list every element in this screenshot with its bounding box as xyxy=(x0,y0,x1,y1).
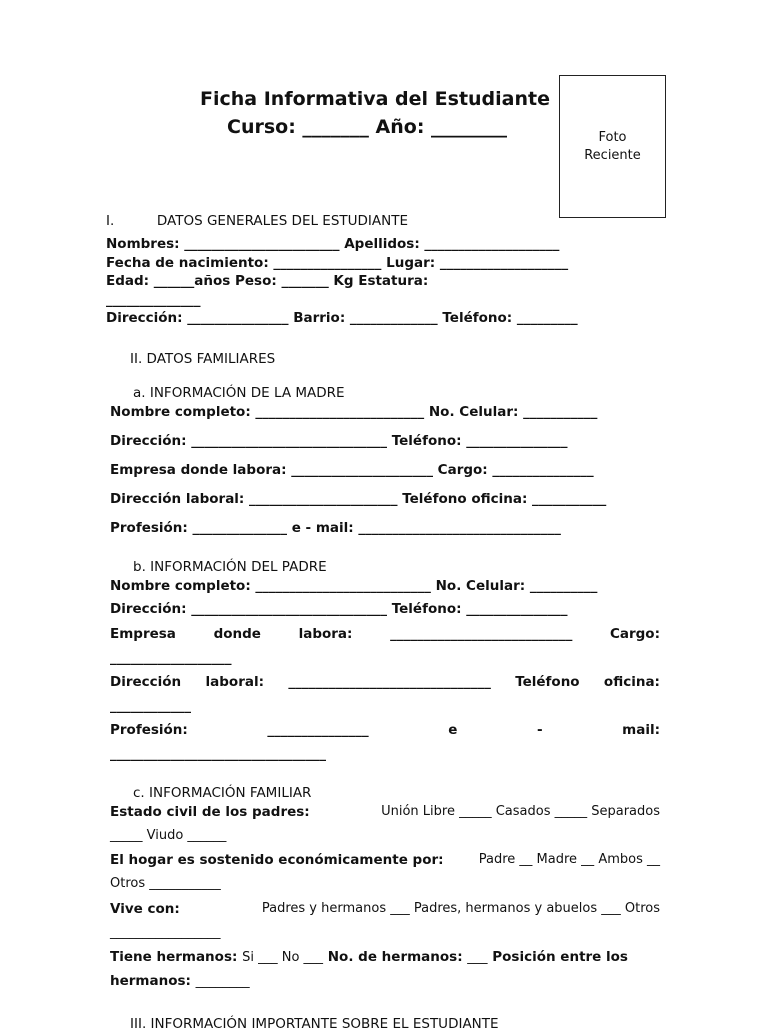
siblings-line xyxy=(110,949,628,965)
section1-title: DATOS GENERALES DEL ESTUDIANTE xyxy=(156,213,409,229)
mother-name-line: Nombre completo: _________________________ No. Celular: ___________ xyxy=(110,404,598,420)
family-heading: c. INFORMACIÓN FAMILIAR xyxy=(133,785,312,801)
work-address-blank: ______________________________ xyxy=(288,674,491,690)
lives-with-line xyxy=(110,901,660,917)
father-name-line: Nombre completo: __________________________ No. Celular: __________ xyxy=(110,578,598,594)
father-work-phone-blank: ____________ xyxy=(110,698,191,714)
father-work-address-line xyxy=(110,674,660,690)
marital-status-line xyxy=(110,804,660,820)
position-cont-label: hermanos: xyxy=(110,973,191,989)
profession-blank: _______________ xyxy=(267,722,369,738)
form-title: Ficha Informativa del Estudiante xyxy=(200,88,550,110)
employer-blank: ___________________________ xyxy=(390,626,573,642)
lives-options: Padres y hermanos ___ Padres, hermanos y abuelos ___ Otros xyxy=(261,901,660,916)
birth-line: Fecha de nacimiento: ________________ Lugar: ___________________ xyxy=(106,255,569,271)
address-line: Dirección: _______________ Barrio: _____________ Teléfono: _________ xyxy=(106,310,578,326)
height-blank: ______________ xyxy=(106,292,201,308)
support-cont: Otros ___________ xyxy=(110,876,221,891)
support-options: Padre __ Madre __ Ambos __ xyxy=(478,852,660,867)
mother-profession-line: Profesión: ______________ e - mail: ______________________________ xyxy=(110,520,561,536)
position-cont-blank: ________ xyxy=(195,973,250,989)
work-phone-word-1: Teléfono xyxy=(515,674,580,690)
email-part-mail: mail: xyxy=(622,722,660,738)
names-line: Nombres: _______________________ Apellidos: ____________________ xyxy=(106,236,560,252)
section1-heading xyxy=(106,213,408,229)
support-label: El hogar es sostenido económicamente por: xyxy=(110,852,444,868)
email-part-e: e xyxy=(448,722,458,738)
siblings-label: Tiene hermanos: xyxy=(110,949,238,965)
father-heading: b. INFORMACIÓN DEL PADRE xyxy=(133,559,327,575)
father-cargo-blank: __________________ xyxy=(110,650,232,666)
course-year-line: Curso: _______ Año: ________ xyxy=(227,116,508,138)
photo-label-line2: Reciente xyxy=(584,147,641,163)
mother-address-line: Dirección: _____________________________ Teléfono: _______________ xyxy=(110,433,568,449)
father-profession-line xyxy=(110,722,660,738)
mother-work-address-line: Dirección laboral: ______________________ Teléfono oficina: ___________ xyxy=(110,491,607,507)
employer-word-1: Empresa xyxy=(110,626,176,642)
employer-word-3: labora: xyxy=(298,626,353,642)
father-email-blank: ________________________________ xyxy=(110,746,326,762)
position-cont-line xyxy=(110,973,250,989)
lives-cont: _________________ xyxy=(110,925,221,940)
photo-box xyxy=(559,75,666,218)
work-address-word-2: laboral: xyxy=(205,674,264,690)
mother-heading: a. INFORMACIÓN DE LA MADRE xyxy=(133,385,345,401)
household-support-line xyxy=(110,852,660,868)
marital-cont: _____ Viudo ______ xyxy=(110,828,227,843)
siblings-count-blank: ___ xyxy=(467,949,488,965)
mother-employer-line: Empresa donde labora: _____________________ Cargo: _______________ xyxy=(110,462,594,478)
lives-label: Vive con: xyxy=(110,901,180,917)
father-address-line: Dirección: _____________________________ Teléfono: _______________ xyxy=(110,601,568,617)
marital-options: Unión Libre _____ Casados _____ Separados xyxy=(381,804,660,819)
section3-heading: III. INFORMACIÓN IMPORTANTE SOBRE EL ESTUDIANTE xyxy=(130,1016,499,1032)
employer-word-2: donde xyxy=(213,626,261,642)
age-weight-line: Edad: ______años Peso: _______ Kg Estatura: xyxy=(106,273,429,289)
email-part-dash: - xyxy=(536,722,543,738)
profession-label: Profesión: xyxy=(110,722,188,738)
work-address-word-1: Dirección xyxy=(110,674,182,690)
marital-label: Estado civil de los padres: xyxy=(110,804,310,820)
position-label: Posición entre los xyxy=(492,949,628,965)
section2-heading: II. DATOS FAMILIARES xyxy=(130,351,276,367)
siblings-count-label: No. de hermanos: xyxy=(327,949,463,965)
work-phone-word-2: oficina: xyxy=(603,674,660,690)
photo-label-line1: Foto xyxy=(598,129,627,145)
siblings-options: Si ___ No ___ xyxy=(242,950,324,965)
father-employer-line xyxy=(110,626,660,642)
employer-cargo-label: Cargo: xyxy=(609,626,660,642)
section1-number: I. xyxy=(106,213,115,229)
